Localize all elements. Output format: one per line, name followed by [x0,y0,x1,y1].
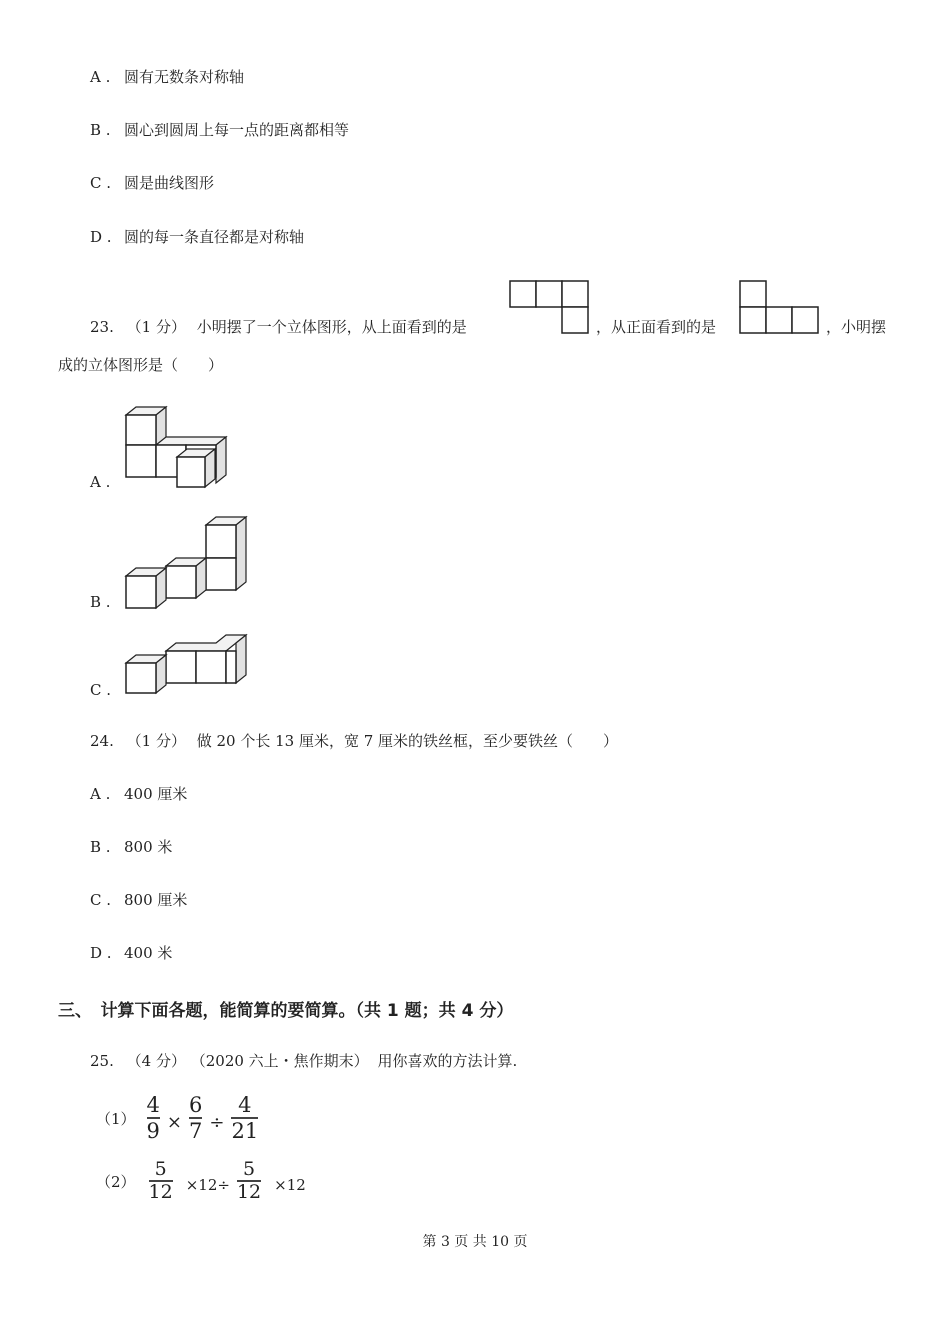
q23-option-a-figure [125,405,235,490]
q25-part-1 [96,1094,261,1142]
page-footer: 第 3 页 共 10 页 [422,1234,528,1250]
q22-option-c [90,172,214,193]
expression-text: ×12 [274,1176,306,1194]
question-number: 23. [90,318,114,336]
question-number: 25. [90,1052,114,1070]
option-text: 圆心到圆周上每一点的距离都相等 [124,121,350,139]
option-label: A . [90,785,111,803]
option-label: B . [90,121,111,139]
operator: ÷ [209,1111,225,1133]
q23-option-a-label: A . [90,473,111,491]
q24-option-a [90,783,187,804]
fraction [189,1094,202,1142]
option-text: 400 米 [124,944,173,962]
denominator: 7 [189,1119,203,1143]
numerator: 6 [189,1093,203,1117]
q23-option-c-label: C . [90,681,112,699]
operator: × [166,1111,183,1133]
fraction [237,1160,261,1202]
option-text: 圆的每一条直径都是对称轴 [124,228,305,246]
q24-option-d [90,942,172,963]
expression-text: ×12÷ [185,1176,230,1194]
question-text: 小明摆了一个立体图形，从上面看到的是 [196,318,467,336]
numerator: 4 [146,1093,160,1117]
section-heading: 三、 计算下面各题，能简算的要简算。（共 1 题；共 4 分） [58,1001,514,1021]
denominator: 9 [146,1119,160,1143]
q24-stem [90,730,618,751]
fraction [147,1094,160,1142]
q24-option-b [90,836,172,857]
q22-option-d [90,226,304,247]
option-label: B . [90,838,111,856]
option-text: 圆有无数条对称轴 [124,68,245,86]
top-view-figure [509,280,589,335]
option-label: D . [90,228,112,246]
fraction [231,1094,258,1142]
q23-stem-middle: ，从正面看到的是 [596,318,717,336]
q23-option-b-label: B . [90,593,111,611]
q23-option-b-figure [125,516,250,611]
numerator: 4 [238,1093,252,1117]
question-text: 做 20 个长 13 厘米，宽 7 厘米的铁丝框，至少要铁丝（ ） [196,732,619,750]
numerator: 5 [154,1158,167,1180]
question-score: （4 分） [126,1052,186,1070]
q24-option-c [90,889,187,910]
option-label: D . [90,944,112,962]
denominator: 21 [231,1119,259,1143]
q23-stem-line2: 成的立体图形是（ ） [58,356,224,374]
numerator: 5 [243,1158,256,1180]
question-number: 24. [90,732,114,750]
option-text: 800 米 [124,838,173,856]
fraction [149,1160,173,1202]
question-text: 用你喜欢的方法计算. [377,1052,518,1070]
part-label: （1） [96,1109,136,1128]
option-label: A . [90,68,111,86]
question-score: （1 分） [126,732,186,750]
front-view-figure [739,280,819,335]
q25-part-2 [96,1160,306,1202]
denominator: 12 [148,1181,173,1203]
q23-option-c-figure [125,633,250,698]
q23-stem-end: ，小明摆 [826,318,887,336]
q25-stem [90,1050,517,1071]
q22-option-b [90,119,349,140]
q22-option-a [90,66,244,87]
option-label: C . [90,174,112,192]
option-text: 800 厘米 [124,891,188,909]
denominator: 12 [236,1181,262,1203]
option-label: C . [90,891,112,909]
question-score: （1 分） [126,318,186,336]
part-label: （2） [96,1172,136,1191]
option-text: 圆是曲线图形 [124,174,215,192]
q23-stem-line1 [90,316,467,337]
option-text: 400 厘米 [124,785,188,803]
question-source: （2020 六上・焦作期末） [190,1052,369,1070]
